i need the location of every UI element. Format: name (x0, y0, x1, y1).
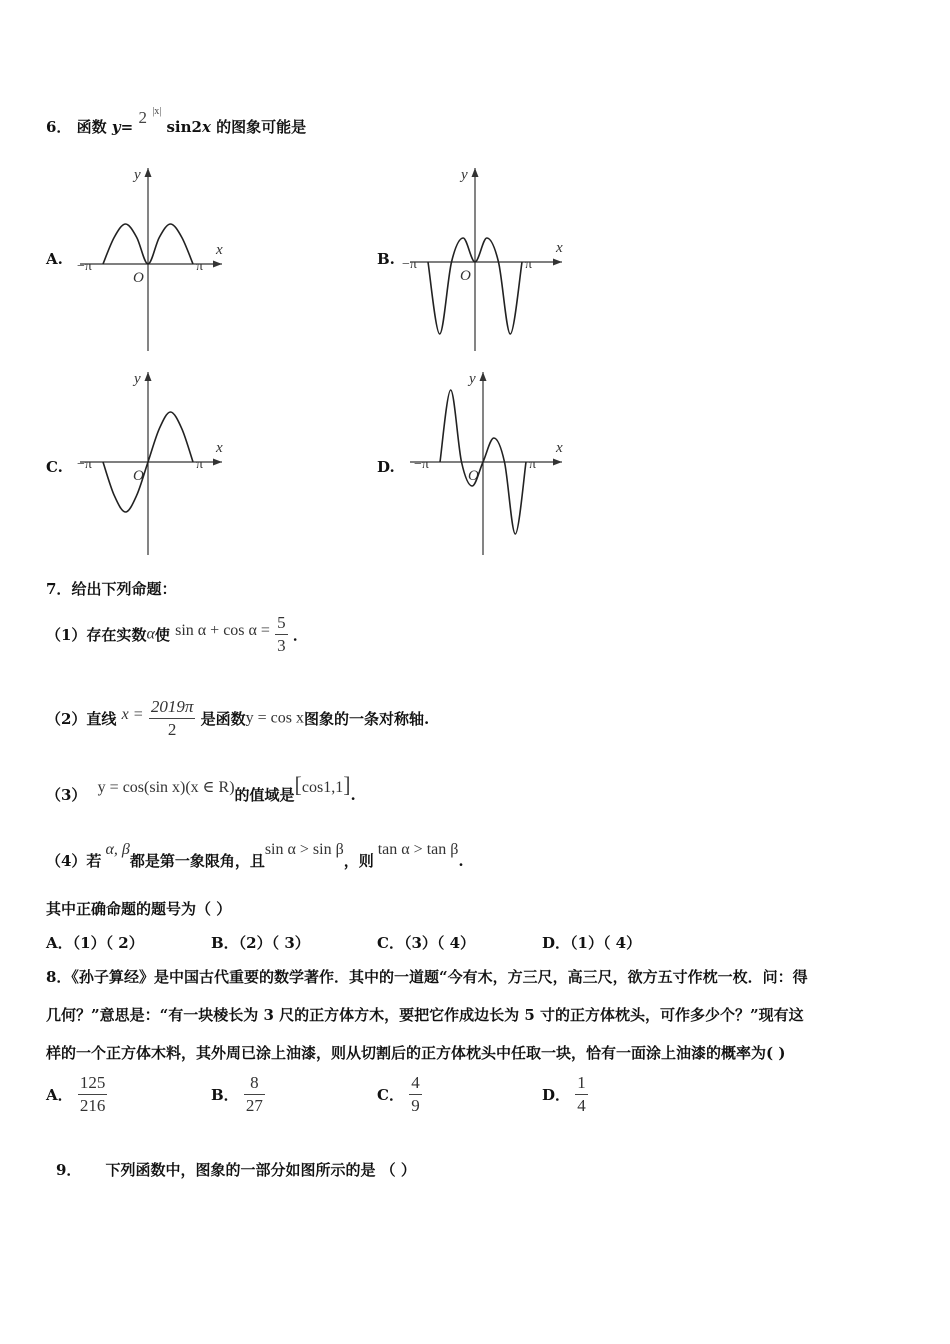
q7-proposition-3: （3） y = cos(sin x)(x ∈ R)的值域是[cos1,1]. (46, 772, 356, 804)
graph-option-d[interactable] (400, 362, 570, 557)
x-tick-label: π (529, 457, 537, 472)
origin-label: O (460, 268, 471, 284)
q7-proposition-4: （4）若α, β都是第一象限角，且sin α > sin β，则tan α > tan β. (46, 841, 464, 870)
y-axis-arrow (145, 372, 152, 381)
p3-expression: y = cos(sin x)(x ∈ R) (97, 779, 235, 796)
x-tick-label: π (196, 259, 204, 274)
y-axis-arrow (472, 168, 479, 177)
q7-ask: 其中正确命题的题号为（ ） (46, 900, 232, 918)
option-c-label[interactable]: C. (46, 458, 63, 476)
x-axis-label: x (556, 240, 563, 256)
y-axis-label: y (469, 371, 476, 387)
x-tick-label: π (196, 457, 204, 472)
fraction-5-3: $\frac{5}{3}$ (277, 613, 286, 655)
fraction-125-216: $\frac{125}{216}$ (79, 1073, 106, 1115)
q7-option-c[interactable]: C．（3）（ 4） (377, 934, 476, 952)
x-tick-label: −π (77, 259, 92, 274)
q9-stem: 9． 下列函数中，图象的一部分如图所示的是 （ ） (56, 1161, 416, 1179)
graph-option-c[interactable] (70, 362, 230, 557)
q7-option-d[interactable]: D．（1）（ 4） (542, 934, 642, 952)
y-axis-label: y (134, 371, 141, 387)
graph-option-a[interactable] (70, 158, 230, 353)
y-axis-arrow (480, 372, 487, 381)
origin-label: O (133, 270, 144, 286)
x-tick-label: −π (414, 457, 429, 472)
x-tick-label: −π (77, 457, 92, 472)
fraction-8-27: $\frac{8}{27}$ (245, 1073, 263, 1115)
x-axis-label: x (216, 242, 223, 258)
q8-option-c[interactable]: C． $\frac{4}{9}$ (377, 1073, 420, 1115)
q8-option-a[interactable]: A． $\frac{125}{216}$ (46, 1073, 106, 1115)
x-axis-label: x (216, 440, 223, 456)
x-axis-arrow (213, 261, 222, 268)
power-base: 2 (138, 108, 147, 127)
origin-label: O (133, 468, 144, 484)
fraction-2019pi-2: $\frac{2019\pi}{2}$ (150, 697, 194, 739)
q7-stem: 7．给出下列命题： (46, 580, 177, 598)
q8-option-d[interactable]: D． $\frac{1}{4}$ (542, 1073, 586, 1115)
p1-expression: sin α + cos α = (175, 622, 270, 639)
fraction-1-4: $\frac{1}{4}$ (577, 1073, 586, 1115)
q7-option-a[interactable]: A．（1）（ 2） (46, 934, 144, 952)
question-number: 7． (46, 580, 72, 598)
q8-line-3: 样的一个正方体木料，其外周已涂上油漆，则从切割后的正方体枕头中任取一块，恰有一面涂上油漆的概率为( ) (46, 1044, 786, 1062)
q8-line-1: 8．《孙子算经》是中国古代重要的数学著作．其中的一道题“今有木，方三尺，高三尺，欲方五寸作枕一枚．问：得 (46, 968, 808, 986)
question-number: 6． (46, 118, 72, 136)
x-tick-label: −π (402, 257, 417, 272)
q6-stem: 6． 函数 y= 2 $^{|x|}$ sin2x 的图象可能是 (46, 106, 307, 136)
p3-range: cos1,1 (301, 779, 344, 796)
y-axis-label: y (134, 167, 141, 183)
q8-option-b[interactable]: B． $\frac{8}{27}$ (211, 1073, 263, 1115)
x-tick-label: π (525, 257, 533, 272)
q8-line-2: 几何？”意思是：“有一块棱长为 3 尺的正方体方木，要把它作成边长为 5 寸的正方体枕头，可作多少个？”现有这 (46, 1006, 804, 1024)
x-axis-arrow (553, 259, 562, 266)
graph-option-b[interactable] (400, 158, 570, 353)
q7-proposition-2: （2）直线 x = $\frac{2019\pi}{2}$ 是函数y = cos x图象的一条对称轴. (46, 697, 430, 739)
origin-label: O (468, 468, 479, 484)
power-exponent: |x| (152, 106, 162, 117)
x-axis-label: x (556, 440, 563, 456)
question-number: 9． (56, 1161, 82, 1179)
y-axis-arrow (145, 168, 152, 177)
fraction-4-9: $\frac{4}{9}$ (411, 1073, 420, 1115)
option-d-label[interactable]: D. (377, 458, 395, 476)
q7-option-b[interactable]: B．（2）（ 3） (211, 934, 310, 952)
option-b-label[interactable]: B. (377, 250, 395, 268)
option-a-label[interactable]: A. (46, 250, 63, 268)
q7-proposition-1: （1）存在实数α使 sin α + cos α = $\frac{5}{3}$ ． (46, 613, 308, 655)
x-axis-arrow (553, 459, 562, 466)
x-axis-arrow (213, 459, 222, 466)
y-axis-label: y (461, 167, 468, 183)
